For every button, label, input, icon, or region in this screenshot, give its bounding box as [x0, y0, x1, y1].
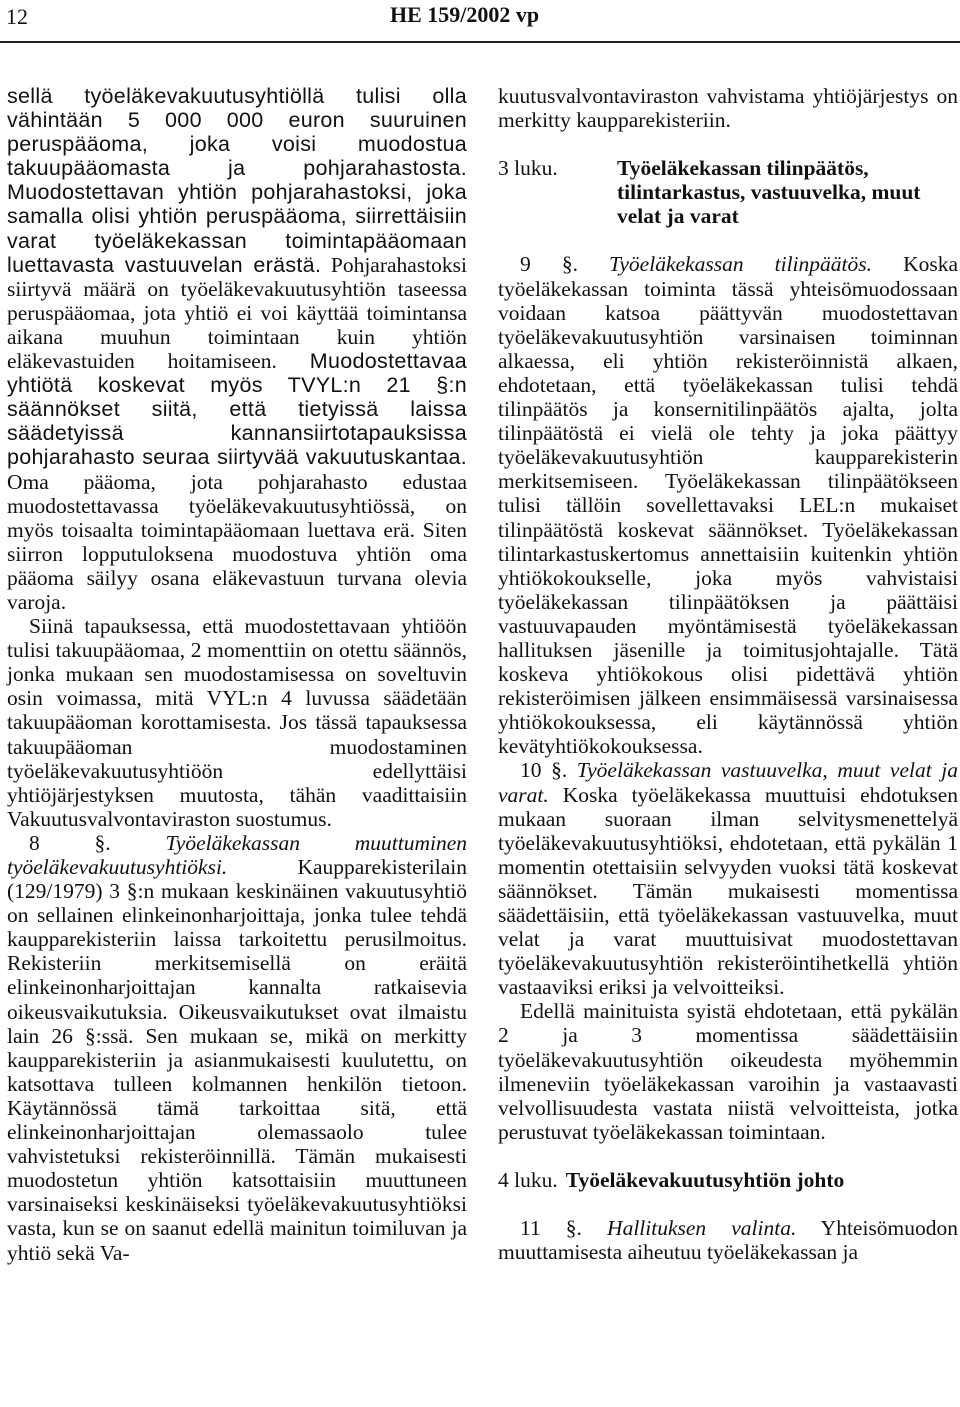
spacer [498, 132, 958, 156]
document-id: HE 159/2002 vp [390, 2, 540, 27]
spacer [498, 228, 958, 252]
section-title: Hallituksen valinta. [607, 1216, 797, 1241]
chapter-number: 4 luku. [498, 1167, 558, 1192]
paragraph-edella: Edellä mainituista syistä ehdotetaan, että pykälän 2 ja 3 momentissa säädettäisiin työeläkevakuutusyhtiön oikeudesta myöhemmin ilmeneviin työeläkekassan varoihin ja vastaavasti velvollisuudesta vastata niistä velvoitteista, jotka perustuvat työeläkekassan toimintaan. [498, 999, 958, 1144]
section-number: 10 §. [520, 758, 568, 783]
text-run: Muodostettavaa yhtiötä koskevat myös TVYL:n 21 §:n säännökset siitä, että tietyissä laissa säädetyissä kannansiirtotapauksissa pohjarahasto seuraa siirtyvää vakuutuskantaa. [7, 349, 467, 470]
paragraph-takuupaaoma: Siinä tapauksessa, että muodostettavaan yhtiöön tulisi takuupääomaa, 2 momenttiin on otettu säännös, jonka mukaan sen muodostamisessa on soveltuvin osin voimassa, mitä VYL:n 4 luvussa säädetään takuupääoman korottamisesta. Jos tässä tapauksessa takuupääoman muodostaminen työeläkevakuutusyhtiöön edellyttäisi yhtiöjärjestyksen muutosta, tähän vaadittaisiin Vakuutusvalvontaviraston suostumus. [7, 614, 467, 831]
spacer [498, 1144, 958, 1168]
text-run: Pohjarahastoksi siirtyvä määrä on työeläkevakuutusyhtiön taseessa peruspääomaa, jota yhtiö ei voi käyttää toimintansa aikana muuhun toimintaan kuin yhtiön eläkevastuiden hoitamiseen. [7, 252, 468, 374]
section-body: Koska työeläkekassa muuttuisi ehdotuksen mukaan suoraan ilman selvitysmenettelyä työeläkevakuutusyhtiöksi, ehdotetaan, että pykälän 1 momentin otettaisiin selvyyden vuoksi tätä koskevat säännökset. Tämän mukaisesti momentissa säädettäisiin, että työeläkekassan vastuuvelka, muut velat ja varat muuttuisivat muodostettavan työeläkevakuutusyhtiön rekisteröintihetkellä yhtiön vastaaviksi eriksi ja velvoitteiksi. [498, 782, 958, 1000]
section-number: 11 §. [520, 1216, 582, 1241]
section-8 [7, 831, 467, 1265]
paragraph-pohjarahasto [7, 84, 467, 614]
section-body: Kaupparekisterilain (129/1979) 3 §:n mukaan keskinäinen vakuutusyhtiö on sellainen elinkeinonharjoittaja, jonka tulee tehdä kaupparekisteriin laissa tarkoitettu perusilmoitus. Rekisteriin merkitsemisellä on eräitä elinkeinonharjoittajan kannalta ratkaisevia oikeusvaikutuksia. Oikeusvaikutukset ovat ilmaistu lain 26 §:ssä. Sen mukaan se, mikä on merkitty kaupparekisteriin ja asianmukaisesti kuulutettu, on katsottava tulleen kolmannen henkilön tietoon. Käytännössä tämä tarkoittaa sitä, että elinkeinonharjoittajan olemassaolo tulee vahvistetuksi rekisteröinnillä. Tämän mukaisesti muodostetun yhtiön katsottaisiin muuttuneen varsinaiseksi keskinäiseksi työeläkevakuutusyhtiöksi vasta, kun se on saanut edellä mainitun toimiluvan ja yhtiö sekä Va- [7, 855, 467, 1265]
page-number: 12 [6, 4, 28, 29]
section-body: Koska työeläkekassan toiminta tässä yhteisömuodossaan voidaan katsoa päättyvän muodostettavan työeläkevakuutusyhtiön varsinaisen toiminnan alkaessa, eli yhtiön rekisteröinnistä alkaen, ehdotetaan, että työeläkekassan tulisi tehdä tilinpäätös ja konsernitilinpäätös ajalta, jolta tilinpäätöstä ei vielä ole tehty ja joka päättyy työeläkevakuutusyhtiön kaupparekisterin merkitsemiseen. Työeläkekassan tilinpäätökseen tulisi tällöin sovellettavaksi LEL:n mukaiset tilinpäätöstä koskevat säännökset. Työeläkekassan tilintarkastuskertomus annettaisiin kuitenkin yhtiön yhtiökokoukselle, joka myös vahvistaisi työeläkekassan tilinpäätöksen ja päättäisi vastuuvapauden myöntämisestä työeläkekassan hallituksen jäsenille ja toimitusjohtajalle. Tätä koskeva yhtiökokous olisi pidettävä yhtiön rekisteröimisen jälkeen ensimmäisessä varsinaisessa yhtiökokouksessa, eli käytännössä yhtiön kevätyhtiökokouksessa. [498, 252, 959, 759]
header-rule [0, 41, 960, 43]
section-title: Työeläkekassan vastuuvelka, muut velat ja varat. [498, 758, 958, 807]
section-10 [498, 758, 958, 999]
section-11 [498, 1216, 958, 1264]
section-title: Työeläkekassan muuttuminen työeläkevakuutusyhtiöksi. [7, 830, 468, 879]
text-run: Oma pääoma, jota pohjarahasto edustaa muodostettavassa työeläkevakuutusyhtiössä, on myös toisaalta toimintapääomaan luettava erä. Siten siirron lopputuloksena muodostuva yhtiön oma pääoma säilyy osana eläkevastuun turvana olevia varoja. [7, 469, 467, 614]
chapter-3-heading [498, 156, 958, 228]
chapter-number: 3 luku. [498, 156, 558, 181]
section-title: Työeläkekassan tilinpäätös. [609, 252, 872, 277]
spacer [498, 1192, 958, 1216]
right-column [498, 84, 958, 1264]
chapter-title: Työeläkekassan tilinpäätös, tilintarkastus, vastuuvelka, muut velat ja varat [617, 156, 921, 229]
page-header [0, 0, 960, 44]
chapter-title: Työeläkevakuutusyhtiön johto [565, 1167, 845, 1192]
paragraph-continued: kuutusvalvontaviraston vahvistama yhtiöjärjestys on merkitty kaupparekisteriin. [498, 84, 958, 133]
section-number: 8 §. [29, 830, 111, 855]
text-run: sellä työeläkevakuutusyhtiöllä tulisi olla vähintään 5 000 000 euron suuruinen peruspääoma, joka voisi muodostua takuupääomasta ja pohjarahastosta. Muodostettavan yhtiön pohjarahastoksi, joka samalla olisi yhtiön peruspääoma, siirrettäisiin varat työeläkekassan toimintapääomaan luettavasta vastuuvelan erästä. [7, 84, 467, 277]
section-body: Yhteisömuodon muuttamisesta aiheutuu työeläkekassan ja [498, 1216, 959, 1265]
section-number: 9 §. [520, 252, 578, 277]
chapter-4-heading [498, 1168, 958, 1192]
left-column [7, 84, 467, 1265]
section-9 [498, 252, 958, 758]
